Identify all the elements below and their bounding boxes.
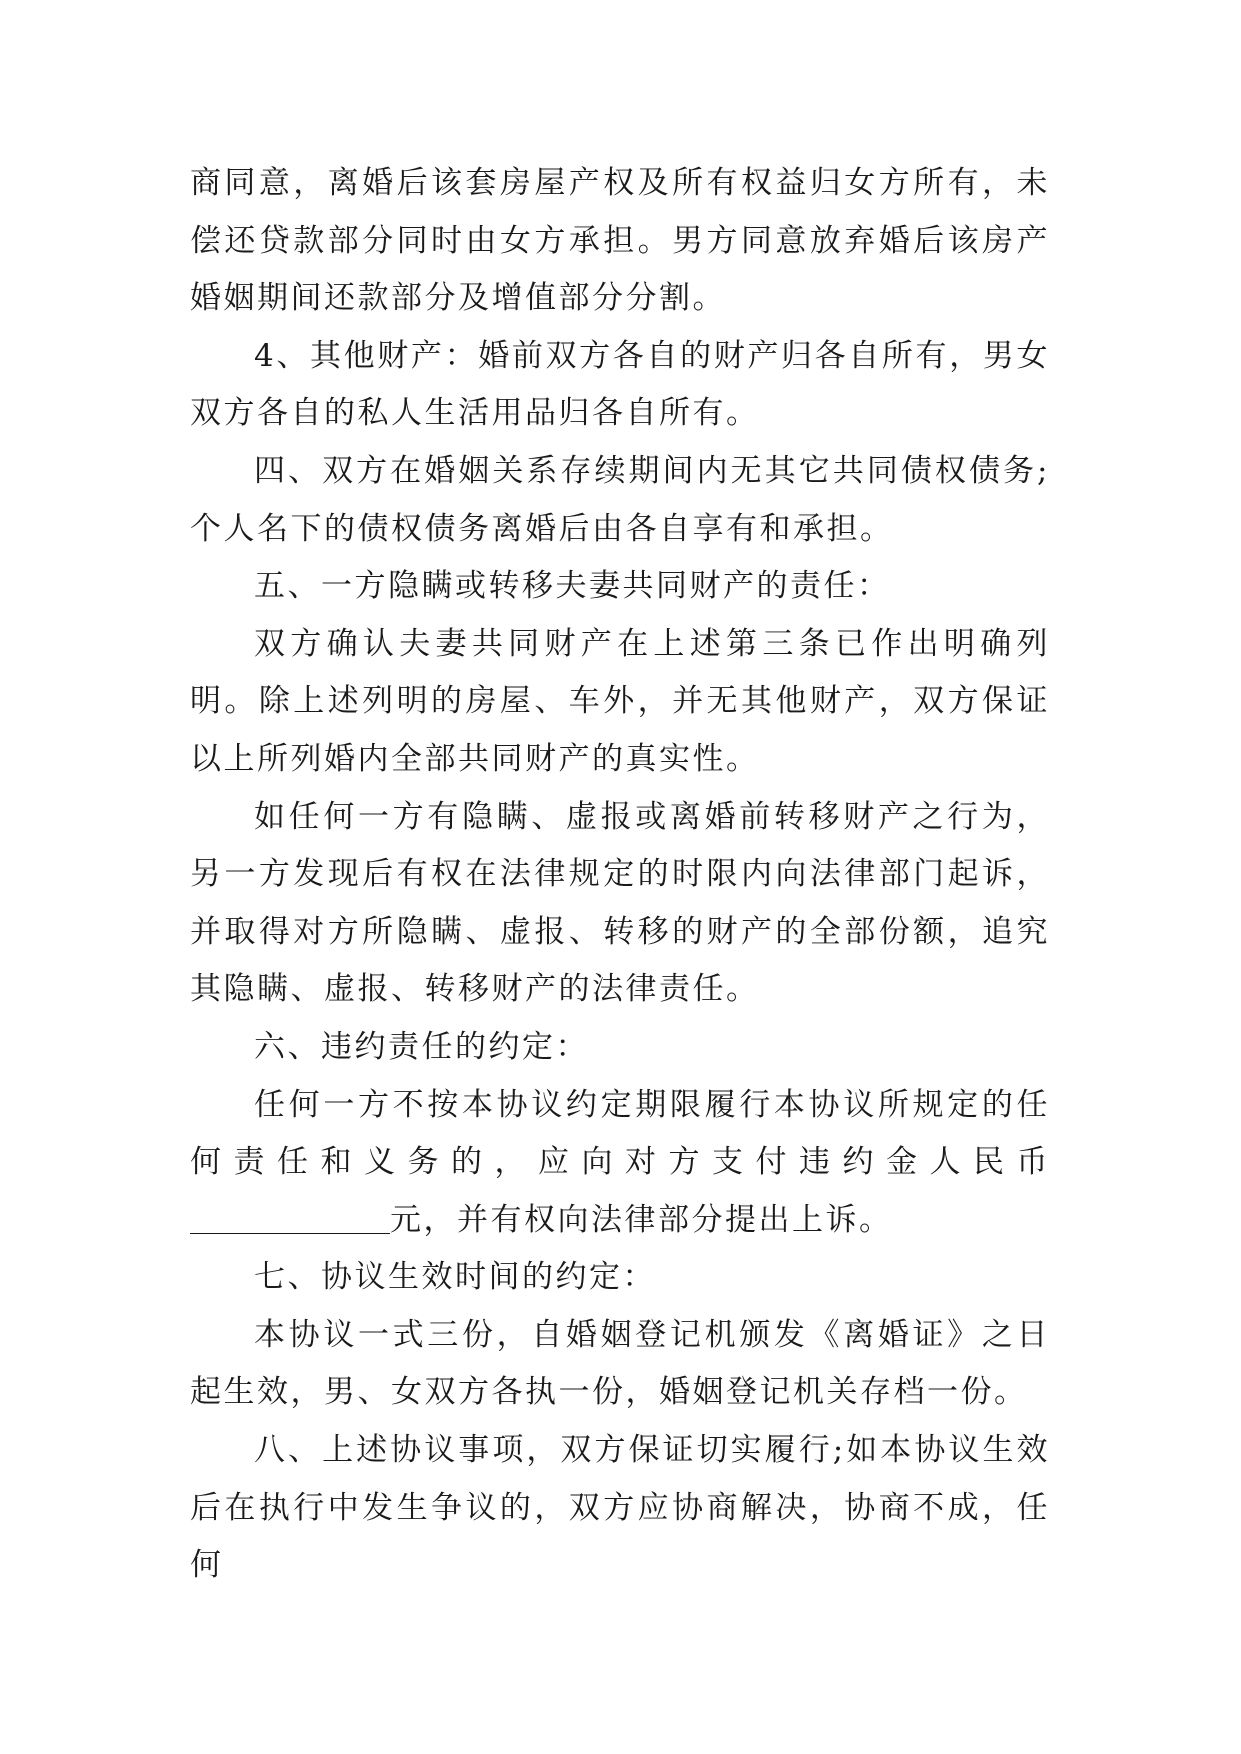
- heading-effective-time: 七、协议生效时间的约定：: [254, 1259, 656, 1296]
- heading-breach-liability: 六、违约责任的约定：: [254, 1028, 589, 1065]
- paragraph-dispute-resolution: 八、上述协议事项，双方保证切实履行;如本协议生效后在执行中发生争议的，双方应协商解决，协商不成，任何: [190, 1432, 1050, 1584]
- paragraph-debts: 四、双方在婚姻关系存续期间内无其它共同债权债务;个人名下的债权债务离婚后由各自享有和承担。: [190, 452, 1050, 547]
- paragraph-property-confirmation: 双方确认夫妻共同财产在上述第三条已作出明确列明。除上述列明的房屋、车外，并无其他财产，双方保证以上所列婚内全部共同财产的真实性。: [190, 625, 1050, 777]
- penalty-text-after: 元，并有权向法律部分提出上诉。: [390, 1201, 893, 1238]
- penalty-text-before: 任何一方不按本协议约定期限履行本协议所规定的任何责任和义务的，应向对方支付违约金人民币: [190, 1086, 1050, 1181]
- paragraph-copies: 本协议一式三份，自婚姻登记机颁发《离婚证》之日起生效，男、女双方各执一份，婚姻登记机关存档一份。: [190, 1316, 1050, 1411]
- paragraph-concealment-consequence: 如任何一方有隐瞒、虚报或离婚前转移财产之行为，另一方发现后有权在法律规定的时限内向法律部门起诉，并取得对方所隐瞒、虚报、转移的财产的全部份额，追究其隐瞒、虚报、转移财产的法律责任。: [190, 798, 1050, 1008]
- paragraph-penalty: [190, 1077, 1050, 1250]
- penalty-amount-blank: [190, 1202, 390, 1234]
- document-page: [190, 155, 1050, 1595]
- heading-concealment-liability: 五、一方隐瞒或转移夫妻共同财产的责任：: [254, 568, 891, 605]
- paragraph-house-ownership: 商同意，离婚后该套房屋产权及所有权益归女方所有，未偿还贷款部分同时由女方承担。男方同意放弃婚后该房产婚姻期间还款部分及增值部分分割。: [190, 165, 1050, 317]
- paragraph-other-property: 4、其他财产：婚前双方各自的财产归各自所有，男女双方各自的私人生活用品归各自所有。: [190, 337, 1050, 432]
